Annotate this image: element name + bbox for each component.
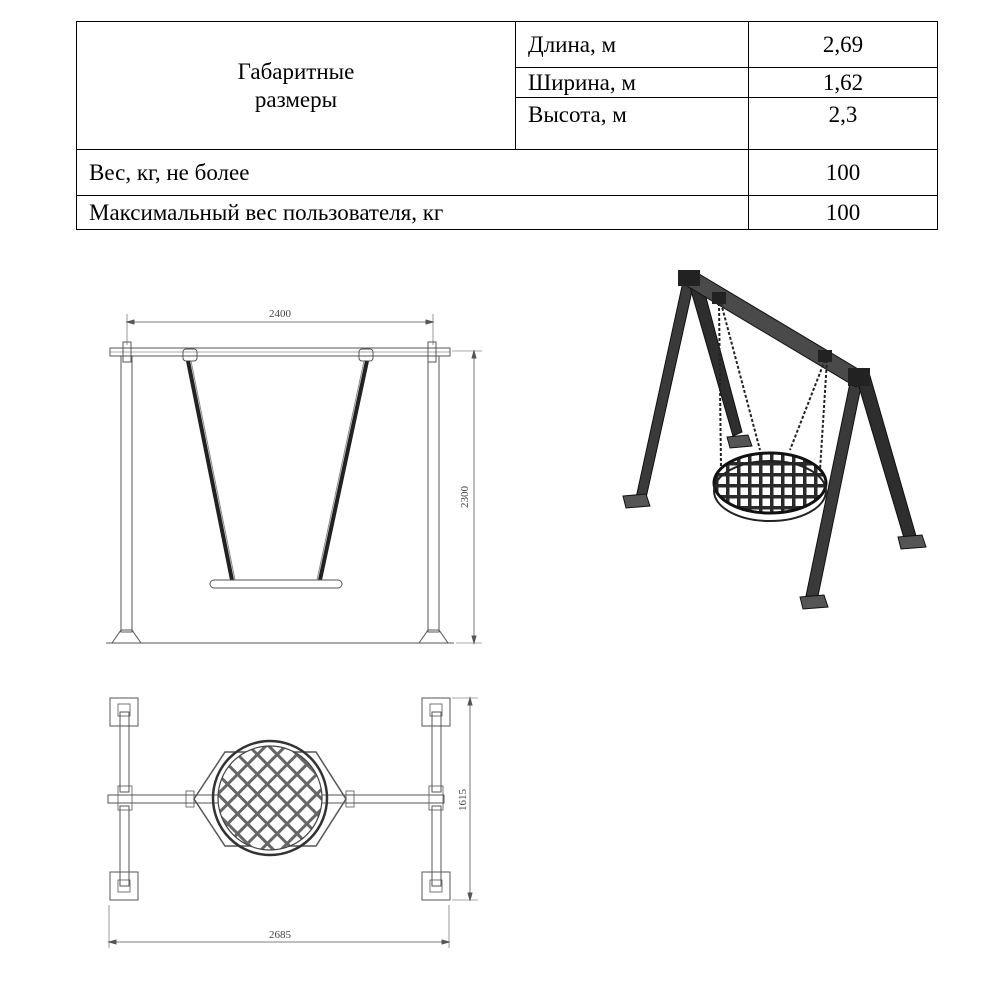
width-label: Ширина, м: [516, 68, 749, 98]
weight-label: Вес, кг, не более: [77, 150, 749, 196]
front-width-dimension: 2400: [269, 308, 291, 320]
length-label: Длина, м: [516, 22, 749, 68]
dimensions-label-line1: Габаритные: [237, 58, 355, 84]
height-label: Высота, м: [516, 98, 749, 150]
front-view-drawing: [106, 314, 482, 643]
max-user-weight-label: Максимальный вес пользователя, кг: [77, 196, 749, 230]
length-value: 2,69: [749, 22, 938, 68]
width-value: 1,62: [749, 68, 938, 98]
top-depth-dimension: 1615: [457, 789, 469, 811]
top-length-dimension: 2685: [269, 929, 291, 941]
dimensions-label-line2: размеры: [254, 86, 338, 112]
front-height-dimension: 2300: [459, 486, 471, 508]
weight-value: 100: [749, 150, 938, 196]
isometric-swing-illustration: [623, 270, 926, 609]
max-user-weight-value: 100: [749, 196, 938, 230]
height-value: 2,3: [749, 98, 938, 150]
top-view-drawing: [108, 698, 478, 948]
